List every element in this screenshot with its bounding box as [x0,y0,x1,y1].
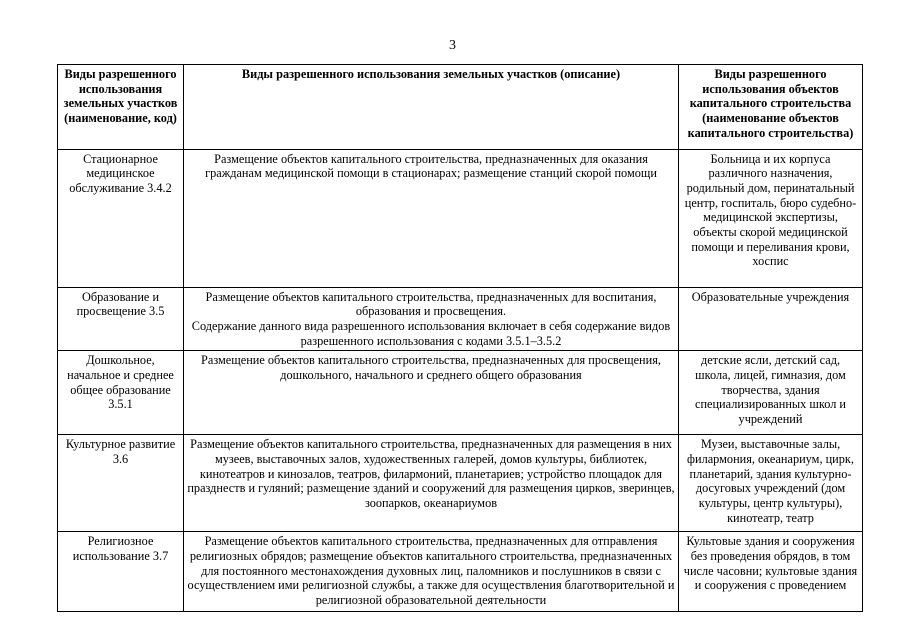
table-row [58,351,863,435]
description-paragraph: Размещение объектов капитального строительства, предназначенных для оказания гражданам медицинской помощи в стационарах; размещение станций скорой помощи [205,151,657,181]
object-types-cell: Культовые здания и сооружения без проведения обрядов, в том числе часовни; культовые здания и сооружения с проведением [679,532,863,612]
use-name-cell: Религиозное использование 3.7 [58,532,184,612]
table-header-row [58,65,863,150]
land-use-table [57,64,863,612]
use-description-cell [184,351,679,435]
use-description-cell [184,532,679,612]
table-row [58,287,863,351]
table-row [58,149,863,287]
description-paragraph: Содержание данного вида разрешенного использования включает в себя содержание видов разрешенного использования с кодами 3.5.1–3.5.2 [191,318,671,348]
object-types-cell: детские ясли, детский сад, школа, лицей, гимназия, дом творчества, здания специализированных школ и учреждений [679,351,863,435]
description-paragraph: Размещение объектов капитального строительства, предназначенных для просвещения, дошкольного, начального и среднего общего образования [201,353,661,383]
header-use-description: Виды разрешенного использования земельных участков (описание) [184,65,679,150]
use-name-cell: Дошкольное, начальное и среднее общее образование 3.5.1 [58,351,184,435]
header-use-name: Виды разрешенного использования земельных участков (наименование, код) [58,65,184,150]
use-name-cell: Образование и просвещение 3.5 [58,287,184,351]
use-description-cell [184,149,679,287]
use-description-cell [184,435,679,532]
description-paragraph: Размещение объектов капитального строительства, предназначенных для отправления религиозных обрядов; размещение объектов капитального строительства, предназначенных для постоянного местонахождения духовных лиц, паломников и послушников в связи с осуществлением ими религиозной службы, а также для осуществления благотворительной и религиозной образовательной деятельности [187,534,675,608]
page-number: 3 [449,38,456,53]
description-paragraph: Размещение объектов капитального строительства, предназначенных для размещения в них музеев, выставочных залов, художественных галерей, домов культуры, библиотек, кинотеатров и кинозалов, театров, филармоний, планетариев; устройство площадок для празднеств и гуляний; размещение зданий и сооружений для размещения цирков, зверинцев, зоопарков, океанариумов [187,437,675,511]
table-row [58,532,863,612]
object-types-cell: Образовательные учреждения [679,287,863,351]
description-paragraph: Размещение объектов капитального строительства, предназначенных для воспитания, образования и просвещения. [205,289,657,319]
header-object-types: Виды разрешенного использования объектов капитального строительства (наименование объектов капитального строительства) [679,65,863,150]
object-types-cell: Больница и их корпуса различного назначения, родильный дом, перинатальный центр, госпиталь, бюро судебно-медицинской экспертизы, объекты скорой медицинской помощи и переливания крови, хоспис [679,149,863,287]
use-description-cell [184,287,679,351]
object-types-cell: Музеи, выставочные залы, филармония, океанариум, цирк, планетарий, здания культурно-досуговых учреждений (дом культуры, центр культуры), кинотеатр, театр [679,435,863,532]
use-name-cell: Культурное развитие 3.6 [58,435,184,532]
use-name-cell: Стационарное медицинское обслуживание 3.4.2 [58,149,184,287]
table-row [58,435,863,532]
